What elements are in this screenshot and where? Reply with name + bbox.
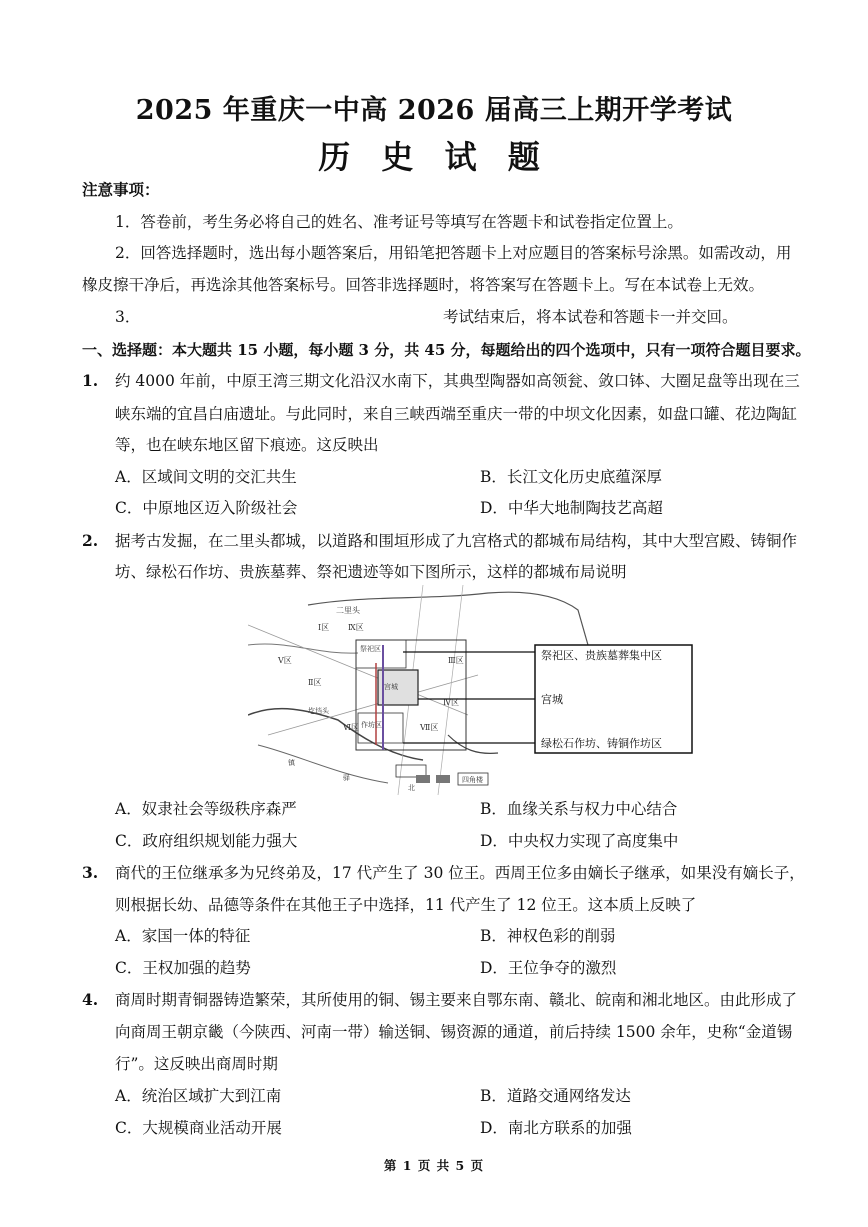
question-1-option-b: B．长江文化历史底蕴深厚: [480, 468, 662, 486]
question-4-line-2: 向商周王朝京畿（今陕西、河南一带）输送铜、锡资源的通道，前后持续 1500 余年，史称“金道锡: [115, 1023, 793, 1041]
question-2-option-b: B．血缘关系与权力中心结合: [480, 800, 678, 818]
question-1-option-d: D．中华大地制陶技艺高超: [480, 499, 663, 517]
map-place-ritual: 祭祀区: [360, 645, 381, 653]
question-4-option-c: C．大规模商业活动开展: [115, 1119, 282, 1137]
map-place-7: 四角楼: [462, 776, 483, 784]
question-1-option-c: C．中原地区迈入阶级社会: [115, 499, 298, 517]
legend-ritual-area: 祭祀区、贵族墓葬集中区: [541, 649, 662, 662]
question-1-line-3: 等，也在峡东地区留下痕迹。这反映出: [115, 436, 379, 454]
zone-label-7: Ⅶ区: [420, 723, 439, 732]
question-4-option-b: B．道路交通网络发达: [480, 1087, 631, 1105]
question-4-number: 4.: [82, 990, 99, 1009]
zone-label-5: Ⅴ区: [278, 656, 292, 665]
map-place-6: 北: [408, 784, 415, 792]
question-4-option-d: D．南北方联系的加强: [480, 1119, 632, 1137]
question-3-option-c: C．王权加强的趋势: [115, 959, 251, 977]
map-marker: [416, 775, 430, 783]
question-3-line-1: 商代的王位继承多为兄终弟及，17 代产生了 30 位王。西周王位多由嫡长子继承，如果没有嫡长子，: [115, 864, 805, 882]
question-2-line-2: 坊、绿松石作坊、贵族墓葬、祭祀遗迹等如下图所示，这样的都城布局说明: [115, 563, 627, 581]
map-boundary-north: [308, 592, 588, 645]
question-2-line-1: 据考古发掘，在二里头都城，以道路和围垣形成了九宫格式的都城布局结构，其中大型宫殿、铸铜作: [115, 532, 798, 550]
question-2-option-d: D．中央权力实现了高度集中: [480, 832, 679, 850]
question-3-line-2: 则根据长幼、品德等条件在其他王子中选择，11 代产生了 12 位王。这本质上反映了: [115, 896, 697, 914]
map-pond: [448, 735, 498, 753]
zone-label-1: Ⅰ区: [318, 623, 330, 632]
subject-title: 历 史 试 题: [318, 138, 550, 176]
exam-title: 2025 年重庆一中高 2026 届高三上期开学考试: [135, 95, 733, 126]
map-marker: [436, 775, 450, 783]
question-3-option-a: A．家国一体的特征: [115, 927, 251, 945]
page-footer: 第 1 页 共 5 页: [383, 1158, 485, 1173]
map-grid-line: [438, 585, 463, 795]
map-place-erlitou: 二里头: [336, 606, 360, 615]
question-4-option-a: A．统治区域扩大到江南: [115, 1087, 282, 1105]
question-3-option-d: D．王位争夺的激烈: [480, 959, 617, 977]
legend-palace-city: 宫城: [541, 693, 563, 706]
zone-label-3: Ⅲ区: [448, 656, 464, 665]
note-3-number: 3．: [115, 308, 141, 326]
zone-label-6: Ⅵ区: [343, 723, 360, 732]
zone-label-2: Ⅱ区: [308, 678, 322, 687]
question-1-line-1: 约 4000 年前，中原王湾三期文化沿汉水南下，其典型陶器如高领瓮、敛口钵、大圈足盘等出现在三: [115, 372, 800, 390]
question-2-option-a: A．奴隶社会等级秩序森严: [115, 800, 297, 818]
legend-workshop-area: 绿松石作坊、铸铜作坊区: [541, 737, 662, 750]
note-2-line-2: 橡皮擦干净后，再选涂其他答案标号。回答非选择题时，将答案写在答题卡上。写在本试卷上无效。: [82, 276, 765, 294]
zone-label-4: Ⅳ区: [443, 698, 459, 707]
question-1-number: 1.: [82, 371, 99, 390]
map-place-8: 镇: [288, 759, 295, 767]
map-place-workshop: 作坊区: [361, 721, 382, 729]
map-place-9: 驿: [343, 774, 350, 782]
note-3-text: 考试结束后，将本试卷和答题卡一并交回。: [443, 308, 738, 326]
notes-heading: 注意事项：: [82, 180, 160, 199]
erlitou-city-layout-map: [248, 585, 698, 795]
question-2-option-c: C．政府组织规划能力强大: [115, 832, 298, 850]
question-1-option-a: A．区域间文明的交汇共生: [115, 468, 297, 486]
map-place-5: 圪垱头: [308, 707, 329, 715]
zone-label-8: Ⅸ区: [348, 623, 364, 632]
note-1: 1．答卷前，考生务必将自己的姓名、准考证号等填写在答题卡和试卷指定位置上。: [115, 213, 683, 231]
map-grid-line: [248, 625, 468, 715]
map-road-west: [248, 644, 358, 653]
note-2-line-1: 2．回答选择题时，选出每小题答案后，用铅笔把答题卡上对应题目的答案标号涂黑。如需改动，用: [115, 244, 792, 262]
question-3-number: 3.: [82, 863, 99, 882]
question-4-line-3: 行”。这反映出商周时期: [115, 1055, 278, 1073]
question-4-line-1: 商周时期青铜器铸造繁荣，其所使用的铜、锡主要来自鄂东南、赣北、皖南和湘北地区。由此形成了: [115, 991, 798, 1009]
question-1-line-2: 峡东端的宜昌白庙遗址。与此同时，来自三峡西端至重庆一带的中坝文化因素，如盘口罐、花边陶缸: [115, 405, 798, 423]
map-place-palace: 宫城: [384, 683, 398, 691]
question-3-option-b: B．神权色彩的削弱: [480, 927, 616, 945]
map-road-south: [258, 745, 388, 783]
section-heading: 一、选择题：本大题共 15 小题，每小题 3 分，共 45 分，每题给出的四个选项中，只有一项符合题目要求。: [82, 341, 811, 359]
question-2-number: 2.: [82, 531, 99, 550]
map-river-south: [248, 709, 423, 760]
